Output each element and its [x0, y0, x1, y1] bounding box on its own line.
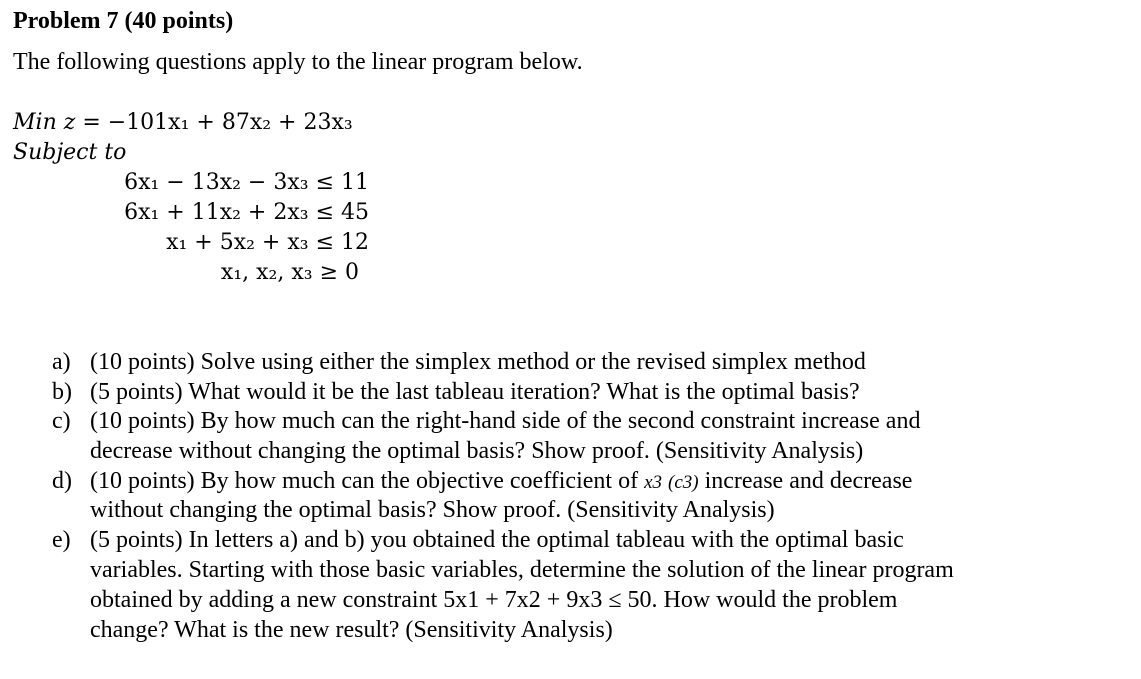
intro-text: The following questions apply to the linear program below. — [13, 49, 583, 75]
question-a-text: (10 points) Solve using either the simplex method or the revised simplex method — [90, 349, 866, 375]
variable-x3: x3 — [644, 472, 662, 493]
question-d-line-1 — [90, 468, 912, 495]
question-e-text-end: How would the problem — [657, 587, 898, 613]
constraint-1: 6x₁ − 13x₂ − 3x₃ ≤ 11 — [124, 170, 369, 195]
question-e-line-2: variables. Starting with those basic variables, determine the solution of the linear program — [90, 557, 954, 583]
constraint-2: 6x₁ + 11x₂ + 2x₃ ≤ 45 — [124, 200, 369, 225]
coefficient-c3: (c3) — [668, 472, 699, 493]
subject-to-label: Subject to — [13, 140, 127, 165]
question-c-letter: c) — [52, 408, 71, 434]
question-e-line-4: change? What is the new result? (Sensitivity Analysis) — [90, 617, 613, 643]
question-d-letter: d) — [52, 468, 72, 494]
question-e-text-start: obtained by adding a new constraint — [90, 587, 444, 613]
nonnegativity-constraint: x₁, x₂, x₃ ≥ 0 — [220, 260, 359, 285]
question-e-letter: e) — [52, 527, 71, 553]
problem-title: Problem 7 (40 points) — [13, 8, 234, 34]
question-d-line-2: without changing the optimal basis? Show proof. (Sensitivity Analysis) — [90, 497, 775, 523]
question-e-line-3 — [90, 587, 897, 614]
objective-function — [13, 110, 353, 135]
question-b-letter: b) — [52, 379, 72, 405]
question-d-text-end: increase and decrease — [698, 468, 913, 494]
question-b-text: (5 points) What would it be the last tableau iteration? What is the optimal basis? — [90, 379, 860, 405]
constraint-3: x₁ + 5x₂ + x₃ ≤ 12 — [166, 230, 369, 255]
question-c-line-2: decrease without changing the optimal basis? Show proof. (Sensitivity Analysis) — [90, 438, 864, 464]
objective-expression: = −101x₁ + 87x₂ + 23x₃ — [82, 110, 353, 135]
question-e-line-1: (5 points) In letters a) and b) you obtained the optimal tableau with the optimal basic — [90, 527, 904, 553]
question-d-text-start: (10 points) By how much can the objective coefficient of — [90, 468, 645, 494]
question-c-line-1: (10 points) By how much can the right-hand side of the second constraint increase and — [90, 408, 921, 434]
new-constraint: 5x1 + 7x2 + 9x3 ≤ 50. — [443, 587, 658, 613]
objective-label: Min z — [13, 110, 76, 135]
question-a-letter: a) — [52, 349, 71, 375]
